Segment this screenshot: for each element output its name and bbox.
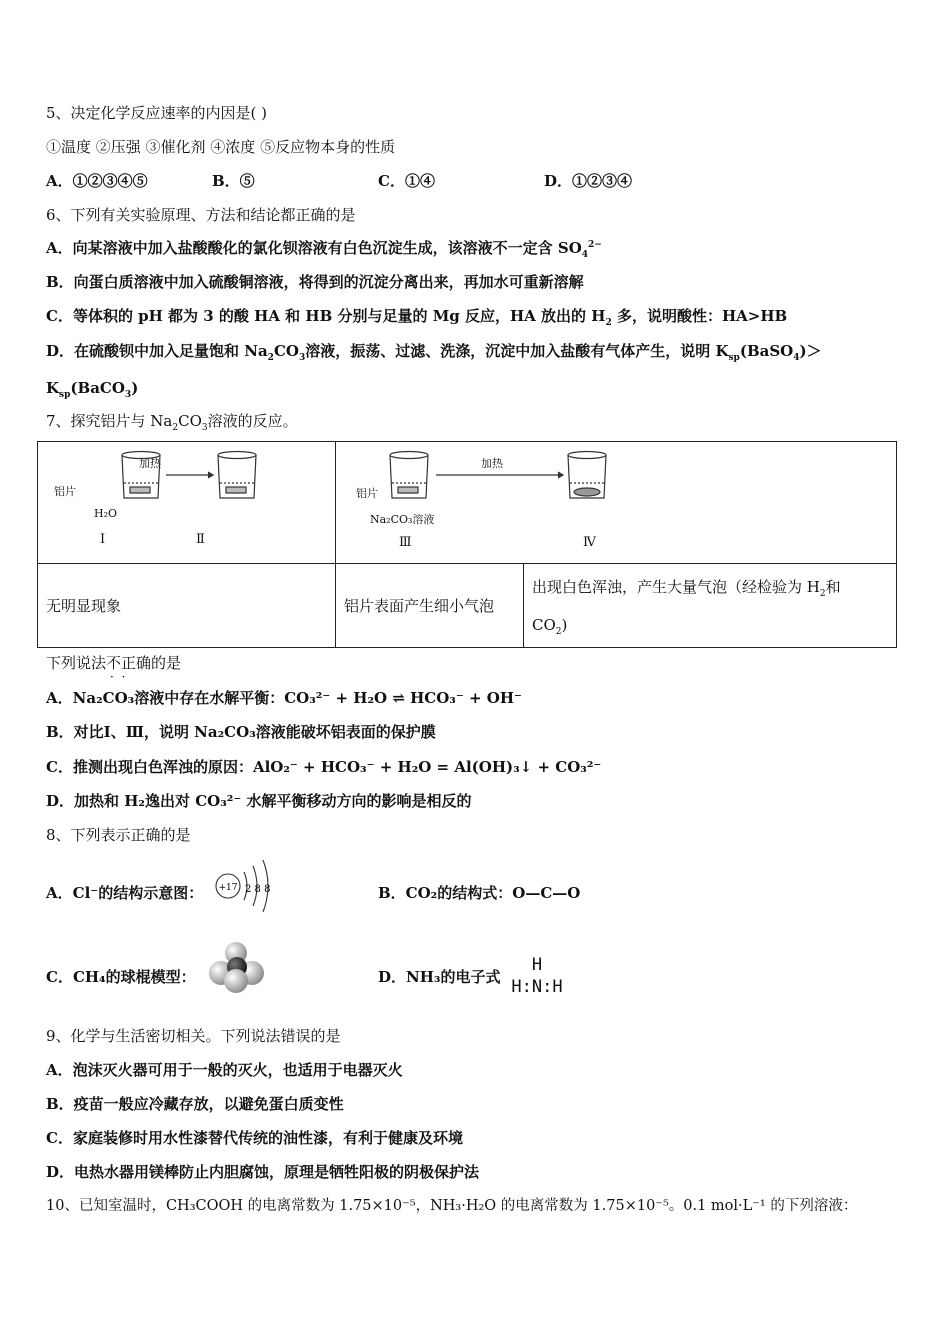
q5-option-c: C．①④ [378, 172, 435, 190]
roman-2: Ⅱ [196, 532, 205, 547]
q6-option-a: A．向某溶液中加入盐酸酸化的氯化钡溶液有白色沉淀生成，该溶液不一定含 $SO_4^{2-}$ [46, 239, 602, 260]
q7-option-c: C．推测出现白色浑浊的原因：AlO₂⁻ + HCO₃⁻ + H₂O = Al(OH)₃↓ + CO₃²⁻ [46, 758, 602, 776]
q7-stem: 7、探究铝片与 $Na_2CO_3$溶液的反应。 [46, 412, 298, 433]
q5-option-a: A．①②③④⑤ [46, 172, 148, 190]
q7-ask: 下列说法不正确 · ·的是 [46, 653, 181, 673]
q9-option-a: A．泡沫灭火器可用于一般的灭火，也适用于电器灭火 [46, 1061, 403, 1079]
q10-stem: 10、已知室温时，CH₃COOH 的电离常数为 1.75×10⁻⁵，NH₃·H₂O 的电离常数为 1.75×10⁻⁵。0.1 mol·L⁻¹ 的下列溶液： [46, 1198, 858, 1214]
q9-option-d: D．电热水器用镁棒防止内胆腐蚀，原理是牺牲阳极的阴极保护法 [46, 1163, 480, 1181]
experiment-cell-1 [38, 442, 336, 564]
q9-stem: 9、化学与生活密切相关。下列说法错误的是 [46, 1027, 341, 1045]
heat-label-2: 加热 [481, 457, 503, 470]
al-label-2: 铝片 [356, 487, 378, 500]
q8-stem: 8、下列表示正确的是 [46, 826, 191, 844]
shell-electrons: 2 8 8 [245, 884, 271, 895]
beaker-diagram-1-2 [38, 443, 335, 563]
nh3-middle: H:N:H [511, 977, 563, 997]
observation-1: 无明显现象 [38, 564, 336, 648]
q5-options [46, 171, 632, 191]
q8-option-a: A．Cl⁻的结构示意图： [46, 884, 204, 902]
q6-option-d: D．在硫酸钡中加入足量饱和 $Na_2CO_3$溶液，振荡、过滤、洗涤，沉淀中加入盐酸有气体产生，说明 $K_{sp}(BaSO_4)>$ [46, 342, 822, 363]
q6-option-b: B．向蛋白质溶液中加入硫酸铜溶液，将得到的沉淀分离出来，再加水可重新溶解 [46, 273, 584, 291]
q5-stem: 5、决定化学反应速率的内因是( ) [46, 104, 268, 122]
observation-3: 出现白色浑浊，产生大量气泡（经检验为 $H_2$和 $CO_2$) [524, 564, 897, 648]
h2o-label: H₂O [94, 507, 118, 520]
experiment-cell-2 [336, 442, 897, 564]
q9-option-b: B．疫苗一般应冷藏存放，以避免蛋白质变性 [46, 1095, 344, 1113]
q9-option-c: C．家庭装修时用水性漆替代传统的油性漆，有利于健康及环境 [46, 1129, 463, 1147]
nh3-electron-formula [508, 954, 566, 998]
nh3-top-h: H [531, 955, 543, 975]
na2co3-label: Na₂CO₃溶液 [370, 513, 435, 526]
roman-3: Ⅲ [399, 535, 412, 550]
q5-option-b: B．⑤ [212, 172, 255, 190]
observation-2: 铝片表面产生细小气泡 [336, 564, 524, 648]
q5-option-d: D．①②③④ [544, 172, 633, 190]
q8-option-d: D．NH₃的电子式 [378, 968, 501, 986]
q6-option-c: C．等体积的 pH 都为 3 的酸 HA 和 HB 分别与足量的 Mg 反应，HA 放出的 $H_2$ 多，说明酸性：HA>HB [46, 307, 788, 328]
q6-stem: 6、下列有关实验原理、方法和结论都正确的是 [46, 206, 356, 224]
cl-ion-structure-diagram [208, 856, 278, 916]
q7-option-d: D．加热和 H₂逸出对 CO₃²⁻ 水解平衡移动方向的影响是相反的 [46, 792, 472, 810]
q6-option-d-cont: $K_{sp}(BaCO_3)$ [46, 379, 139, 400]
roman-4: Ⅳ [583, 535, 596, 550]
q5-factors: ①温度 ②压强 ③催化剂 ④浓度 ⑤反应物本身的性质 [46, 138, 396, 156]
beaker-diagram-3-4 [336, 443, 896, 563]
experiment-table [37, 441, 897, 648]
al-label-1: 铝片 [54, 485, 76, 498]
q8-option-b: B．CO₂的结构式：O—C—O [378, 884, 581, 902]
nucleus-charge: +17 [218, 883, 238, 893]
q8-option-c: C．CH₄的球棍模型： [46, 968, 196, 986]
roman-1: Ⅰ [100, 532, 106, 547]
heat-label-1: 加热 [139, 457, 161, 470]
q7-option-b: B．对比Ⅰ、Ⅲ，说明 Na₂CO₃溶液能破坏铝表面的保护膜 [46, 723, 436, 741]
ch4-ball-stick-model [206, 937, 270, 995]
q7-option-a: A．Na₂CO₃溶液中存在水解平衡：CO₃²⁻ + H₂O ⇌ HCO₃⁻ + OH⁻ [46, 689, 522, 707]
